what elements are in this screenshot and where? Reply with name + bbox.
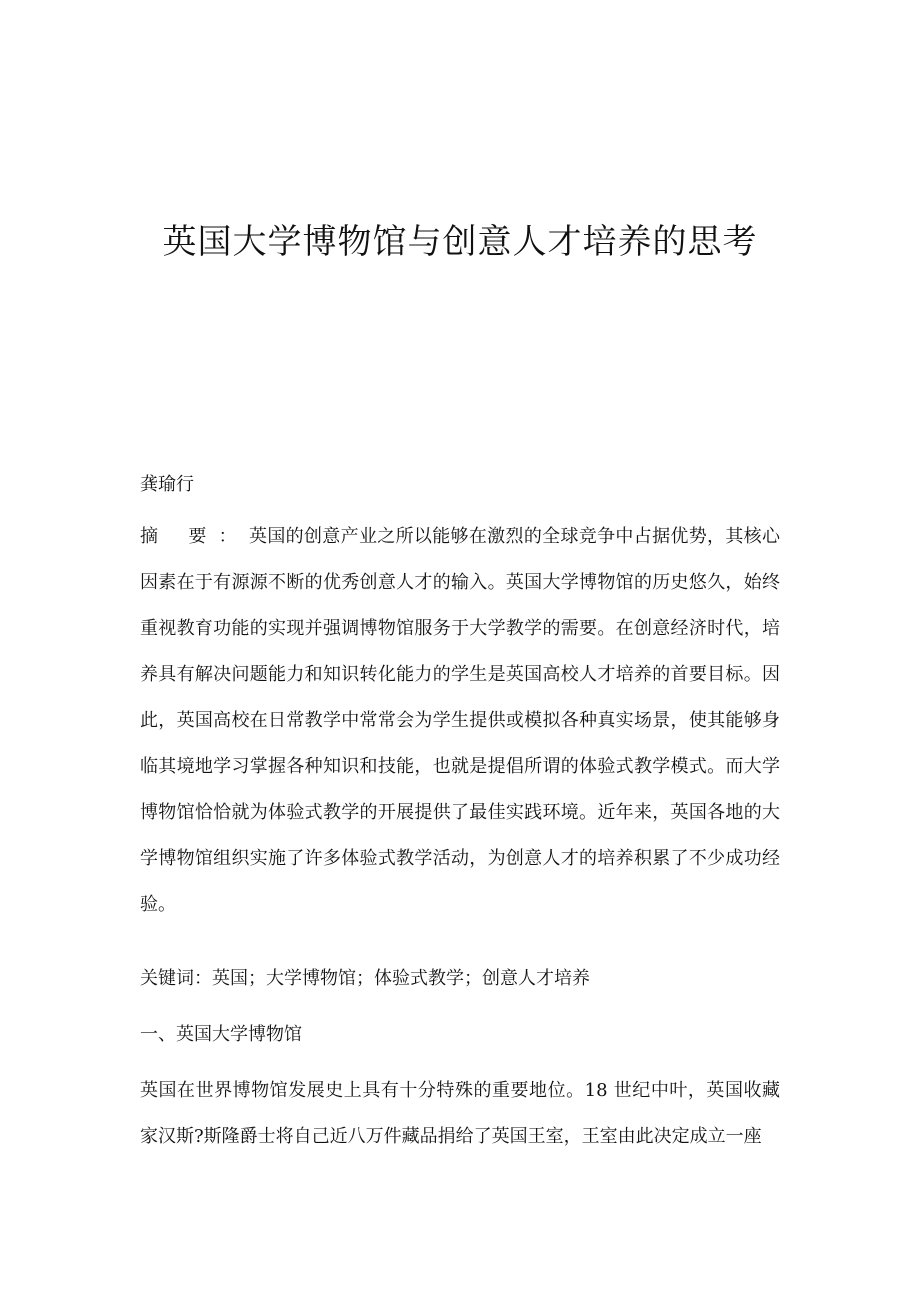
abstract-paragraph <box>140 514 780 928</box>
body-paragraph: 英国在世界博物馆发展史上具有十分特殊的重要地位。18 世纪中叶，英国收藏家汉斯?斯隆爵士将自己近八万件藏品捐给了英国王室，王室由此决定成立一座 <box>140 1080 780 1147</box>
keywords-line: 关键词：英国；大学博物馆；体验式教学；创意人才培养 <box>140 968 590 989</box>
document-title: 英国大学博物馆与创意人才培养的思考 <box>162 222 758 262</box>
abstract-text: 英国的创意产业之所以能够在激烈的全球竞争中占据优势，其核心因素在于有源源不断的优秀创意人才的输入。英国大学博物馆的历史悠久，始终重视教育功能的实现并强调博物馆服务于大学教学的需要。在创意经济时代，培养具有解决问题能力和知识转化能力的学生是英国高校人才培养的首要目标。因此，英国高校在日常教学中常常会为学生提供或模拟各种真实场景，使其能够身临其境地学习掌握各种知识和技能，也就是提倡所谓的体验式教学模式。而大学博物馆恰恰就为体验式教学的开展提供了最佳实践环境。近年来，英国各地的大学博物馆组织实施了许多体验式教学活动，为创意人才的培养积累了不少成功经验。 <box>140 526 780 915</box>
section-heading: 一、英国大学博物馆 <box>140 1024 302 1045</box>
abstract-label: 摘 要： <box>140 526 250 547</box>
author-name: 龚瑜行 <box>140 474 194 495</box>
